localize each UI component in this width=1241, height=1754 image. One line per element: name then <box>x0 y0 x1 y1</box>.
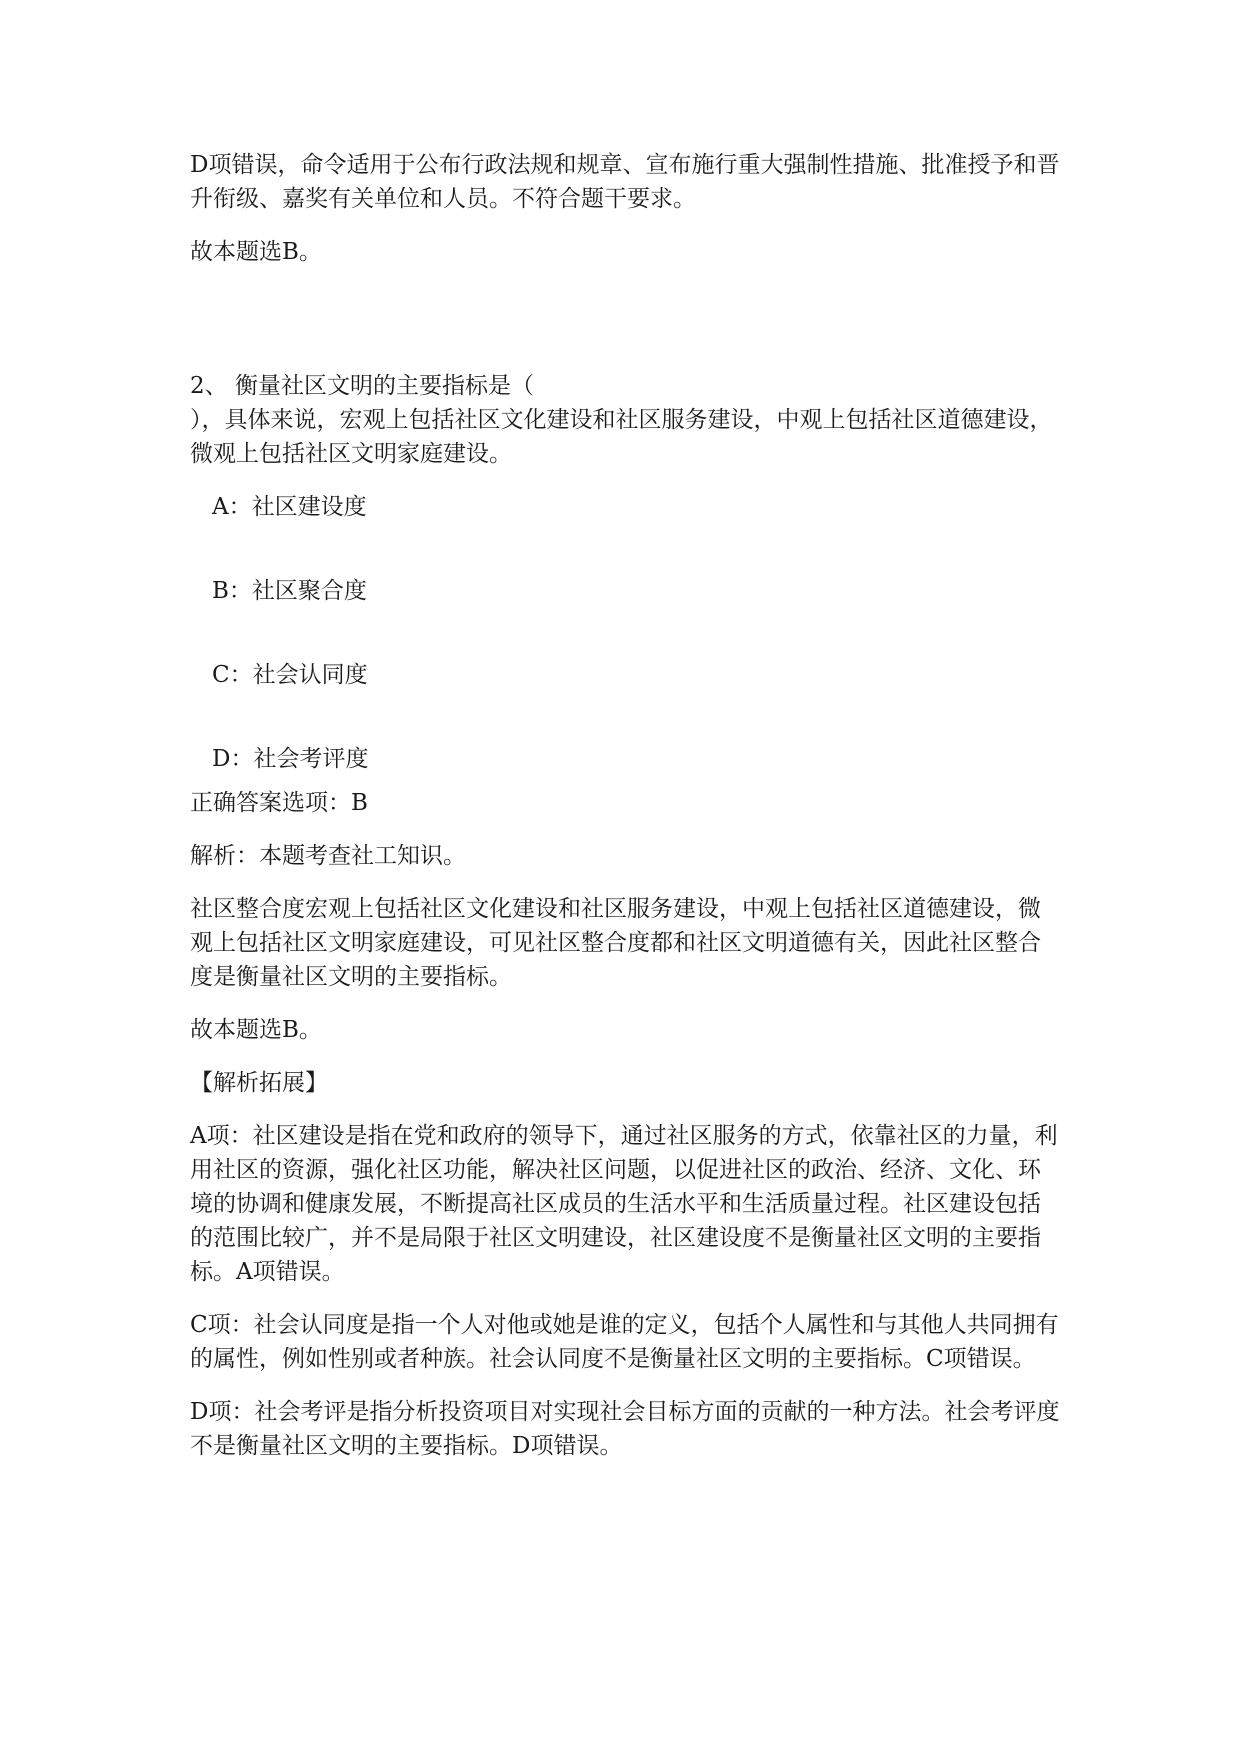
option-spacer <box>190 524 1060 574</box>
analysis-conclusion: 故本题选B。 <box>190 1017 322 1043</box>
analysis-item-c: C项：社会认同度是指一个人对他或她是谁的定义，包括个人属性和与其他人共同拥有的属性，例如性别或者种族。社会认同度不是衡量社区文明的主要指标。C项错误。 <box>190 1312 1059 1372</box>
analysis-item-a: A项：社区建设是指在党和政府的领导下，通过社区服务的方式，依靠社区的力量，利用社区的资源，强化社区功能，解决社区问题，以促进社区的政治、经济、文化、环境的协调和健康发展，不断提高社区成员的生活水平和生活质量过程。社区建设包括的范围比较广，并不是局限于社区文明建设，社区建设度不是衡量社区文明的主要指标。A项错误。 <box>190 1123 1058 1285</box>
option-c <box>190 658 1060 692</box>
option-b <box>190 574 1060 608</box>
option-c-label: C： <box>212 662 253 688</box>
question-stem-block <box>190 369 1060 471</box>
analysis-intro: 解析：本题考查社工知识。 <box>190 843 466 869</box>
question-stem-line2: ），具体来说，宏观上包括社区文化建设和社区服务建设，中观上包括社区道德建设，微观上包括社区文明家庭建设。 <box>190 407 1053 467</box>
option-a-label: A： <box>212 494 252 520</box>
option-spacer <box>190 608 1060 658</box>
analysis-body: 社区整合度宏观上包括社区文化建设和社区服务建设，中观上包括社区道德建设，微观上包括社区文明家庭建设，可见社区整合度都和社区文明道德有关，因此社区整合度是衡量社区文明的主要指标。 <box>190 896 1041 990</box>
option-d-text: 社会考评度 <box>253 746 369 772</box>
question-number: 2、 <box>190 373 228 399</box>
prev-conclusion: 故本题选B。 <box>190 239 322 265</box>
answer-value: B <box>351 790 368 816</box>
analysis-extension-title: 【解析拓展】 <box>190 1070 328 1096</box>
section-spacer <box>190 269 1060 369</box>
option-b-text: 社区聚合度 <box>251 578 367 604</box>
option-a-text: 社区建设度 <box>251 494 367 520</box>
option-d-label: D： <box>212 746 254 772</box>
correct-answer <box>190 786 1060 820</box>
answer-label: 正确答案选项： <box>190 790 351 816</box>
document-page <box>190 148 1060 1482</box>
analysis-item-d: D项：社会考评是指分析投资项目对实现社会目标方面的贡献的一种方法。社会考评度不是衡量社区文明的主要指标。D项错误。 <box>190 1399 1060 1459</box>
option-a <box>190 490 1060 524</box>
question-stem-line1: 衡量社区文明的主要指标是（ <box>227 373 534 399</box>
option-d <box>190 742 1060 776</box>
option-spacer <box>190 692 1060 742</box>
option-b-label: B： <box>212 578 252 604</box>
option-c-text: 社会认同度 <box>252 662 368 688</box>
question-first-line <box>190 369 1060 403</box>
prev-explanation-d: D项错误，命令适用于公布行政法规和规章、宣布施行重大强制性措施、批准授予和晋升衔级、嘉奖有关单位和人员。不符合题干要求。 <box>190 152 1060 212</box>
